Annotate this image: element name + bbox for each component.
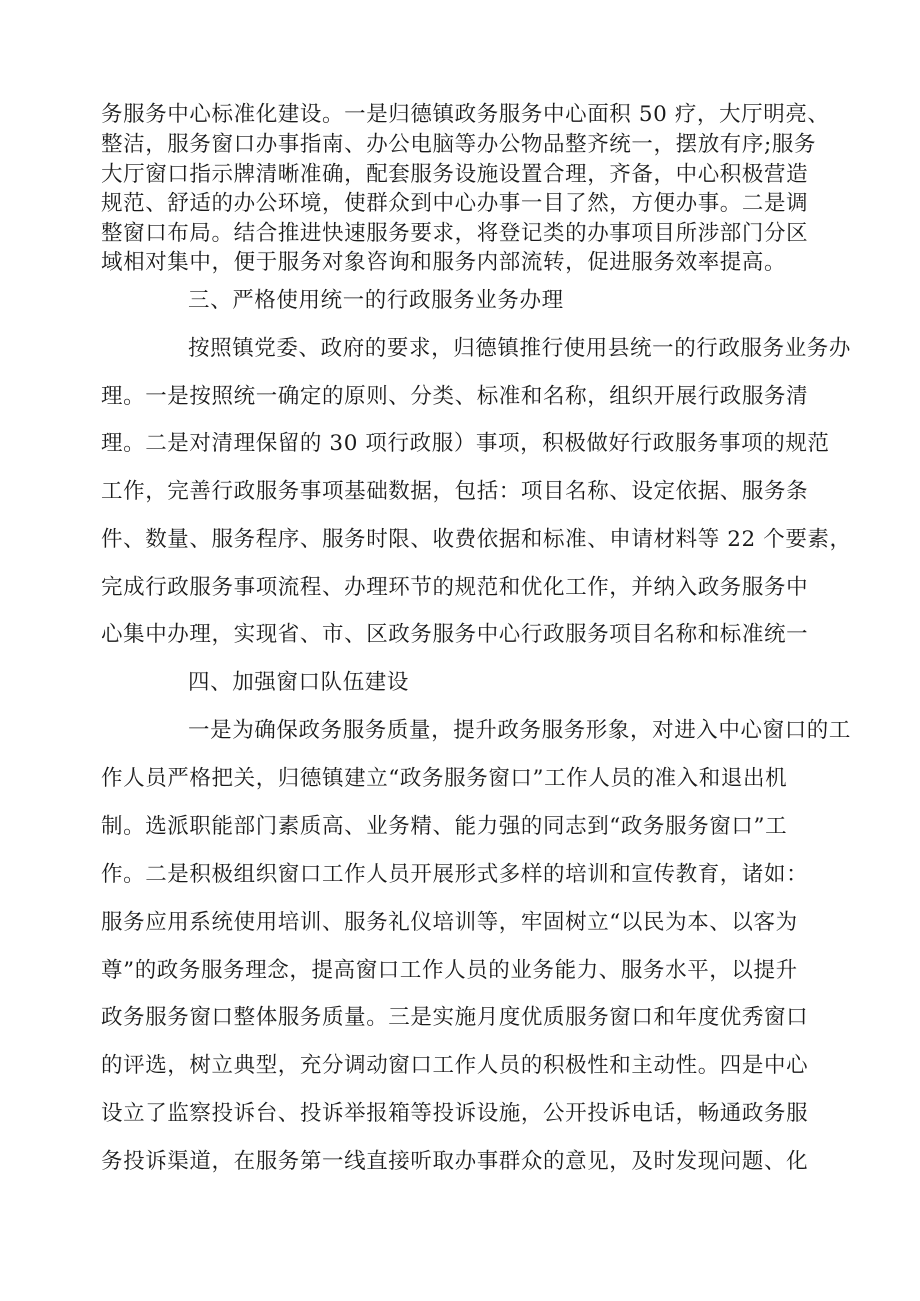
paragraph-2-line-7: 心集中办理，实现省、市、区政务服务中心行政服务项目名称和标准统一 [101,622,809,647]
paragraph-1-line-2: 整洁，服务窗口办事指南、办公电脑等办公物品整齐统一，摆放有序;服务 [101,132,817,157]
paragraph-3-line-9: 设立了监察投诉台、投诉举报箱等投诉设施，公开投诉电话，畅通政务服 [101,1101,809,1126]
paragraph-1-line-5: 整窗口布局。结合推进快速服务要求，将登记类的办事项目所涉部门分区 [101,221,809,246]
paragraph-2-line-6: 完成行政服务事项流程、办理环节的规范和优化工作，并纳入政务服务中 [101,575,809,600]
paragraph-2-line-5: 件、数量、服务程序、服务时限、收费依据和标准、申请材料等 22 个要素， [101,527,852,552]
paragraph-2-line-3: 理。二是对清理保留的 30 项行政服）事项，积极做好行政服务事项的规范 [101,431,830,456]
paragraph-3-line-8: 的评选，树立典型，充分调动窗口工作人员的积极性和主动性。四是中心 [101,1053,809,1078]
paragraph-1-line-4: 规范、舒适的办公环境，使群众到中心办事一目了然，方便办事。二是调 [101,191,809,216]
paragraph-3-line-7: 政务服务窗口整体服务质量。三是实施月度优质服务窗口和年度优秀窗口 [101,1005,809,1030]
paragraph-2-line-1: 按照镇党委、政府的要求，归德镇推行使用县统一的行政服务业务办 [188,336,852,361]
paragraph-3-line-4: 作。二是积极组织窗口工作人员开展形式多样的培训和宣传教育，诸如： [101,862,809,887]
paragraph-2-line-2: 理。一是按照统一确定的原则、分类、标准和名称，组织开展行政服务清 [101,384,809,409]
paragraph-3-line-5: 服务应用系统使用培训、服务礼仪培训等，牢固树立“以民为本、以客为 [101,910,798,935]
paragraph-3-line-6: 尊”的政务服务理念，提高窗口工作人员的业务能力、服务水平，以提升 [101,958,798,983]
paragraph-1-line-1: 务服务中心标准化建设。一是归德镇政务服务中心面积 50 疗，大厅明亮、 [101,102,830,127]
paragraph-2-line-4: 工作，完善行政服务事项基础数据，包括：项目名称、设定依据、服务条 [101,479,809,504]
paragraph-3-line-3: 制。选派职能部门素质高、业务精、能力强的同志到“政务服务窗口”工 [101,814,788,839]
paragraph-3-line-1: 一是为确保政务服务质量，提升政务服务形象，对进入中心窗口的工 [188,718,852,743]
paragraph-1-line-6: 域相对集中，便于服务对象咨询和服务内部流转，促进服务效率提高。 [101,250,787,275]
paragraph-3-line-10: 务投诉渠道，在服务第一线直接听取办事群众的意见，及时发现问题、化 [101,1149,809,1174]
section-heading-4: 四、加强窗口队伍建设 [188,670,410,695]
paragraph-3-line-2: 作人员严格把关，归德镇建立“政务服务窗口”工作人员的准入和退出机 [101,766,788,791]
section-heading-3: 三、严格使用统一的行政服务业务办理 [188,288,564,313]
paragraph-1-line-3: 大厅窗口指示牌清晰准确，配套服务设施设置合理，齐备，中心积极营造 [101,162,809,187]
